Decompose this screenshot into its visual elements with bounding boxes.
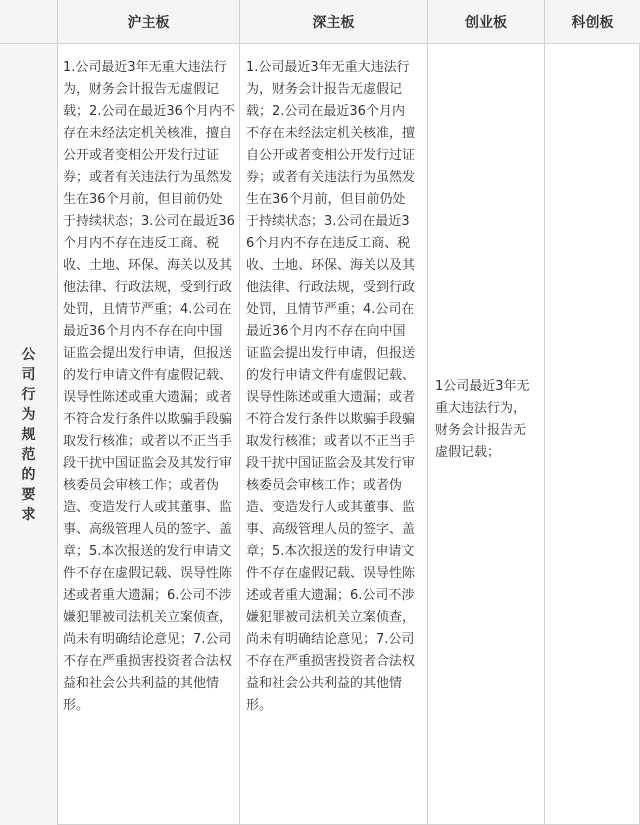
- header-cell-star-market: 科创板: [545, 0, 640, 43]
- header-cell-shenzhen-main: 深主板: [240, 0, 427, 43]
- header-cell-blank: [0, 0, 57, 43]
- column-divider-4: [544, 0, 545, 825]
- header-cell-shanghai-main: 沪主板: [58, 0, 239, 43]
- cell-shenzhen-main-requirements: 1.公司最近3年无重大违法行为，财务会计报告无虚假记载；2.公司在最近36个月内不存在未经法定机关核准，擅自公开或者变相公开发行过证券；或者有关违法行为虽然发生在36个月前，但目前仍处于持续状态；3.公司在最近36个月内不存在违反工商、税收、土地、环保、海关以及其他法律、行政法规，受到行政处罚，且情节严重；4.公司在最近36个月内不存在向中国证监会提出发行申请，但报送的发行申请文件有虚假记载、误导性陈述或重大遗漏；或者不符合发行条件以欺骗手段骗取发行核准；或者以不正当手段干扰中国证监会及其发行审核委员会审核工作；或者伪造、变造发行人或其董事、监事、高级管理人员的签字、盖章；5.本次报送的发行申请文件不存在虚假记载、误导性陈述或者重大遗漏；6.公司不涉嫌犯罪被司法机关立案侦查，尚未有明确结论意见；7.公司不存在严重损害投资者合法权益和社会公共利益的其他情形。: [246, 60, 416, 713]
- header-divider: [0, 43, 640, 44]
- header-cell-chinext: 创业板: [428, 0, 544, 43]
- row-label-cell: [0, 44, 57, 825]
- row-label-text: 公司行为规范的要求: [21, 346, 36, 523]
- cell-shanghai-main-requirements: 1.公司最近3年无重大违法行为，财务会计报告无虚假记载；2.公司在最近36个月内不存在未经法定机关核准，擅自公开或者变相公开发行过证券；或者有关违法行为虽然发生在36个月前，但目前仍处于持续状态；3.公司在最近36个月内不存在违反工商、税收、土地、环保、海关以及其他法律、行政法规，受到行政处罚，且情节严重；4.公司在最近36个月内不存在向中国证监会提出发行申请，但报送的发行申请文件有虚假记载、误导性陈述或重大遗漏；或者不符合发行条件以欺骗手段骗取发行核准；或者以不正当手段干扰中国证监会及其发行审核委员会审核工作；或者伪造、变造发行人或其董事、监事、高级管理人员的签字、盖章；5.本次报送的发行申请文件不存在虚假记载、误导性陈述或者重大遗漏；6.公司不涉嫌犯罪被司法机关立案侦查，尚未有明确结论意见；7.公司不存在严重损害投资者合法权益和社会公共利益的其他情形。: [63, 60, 235, 713]
- cell-chinext-requirements: 1公司最近3年无重大违法行为，财务会计报告无虚假记载；: [435, 379, 530, 460]
